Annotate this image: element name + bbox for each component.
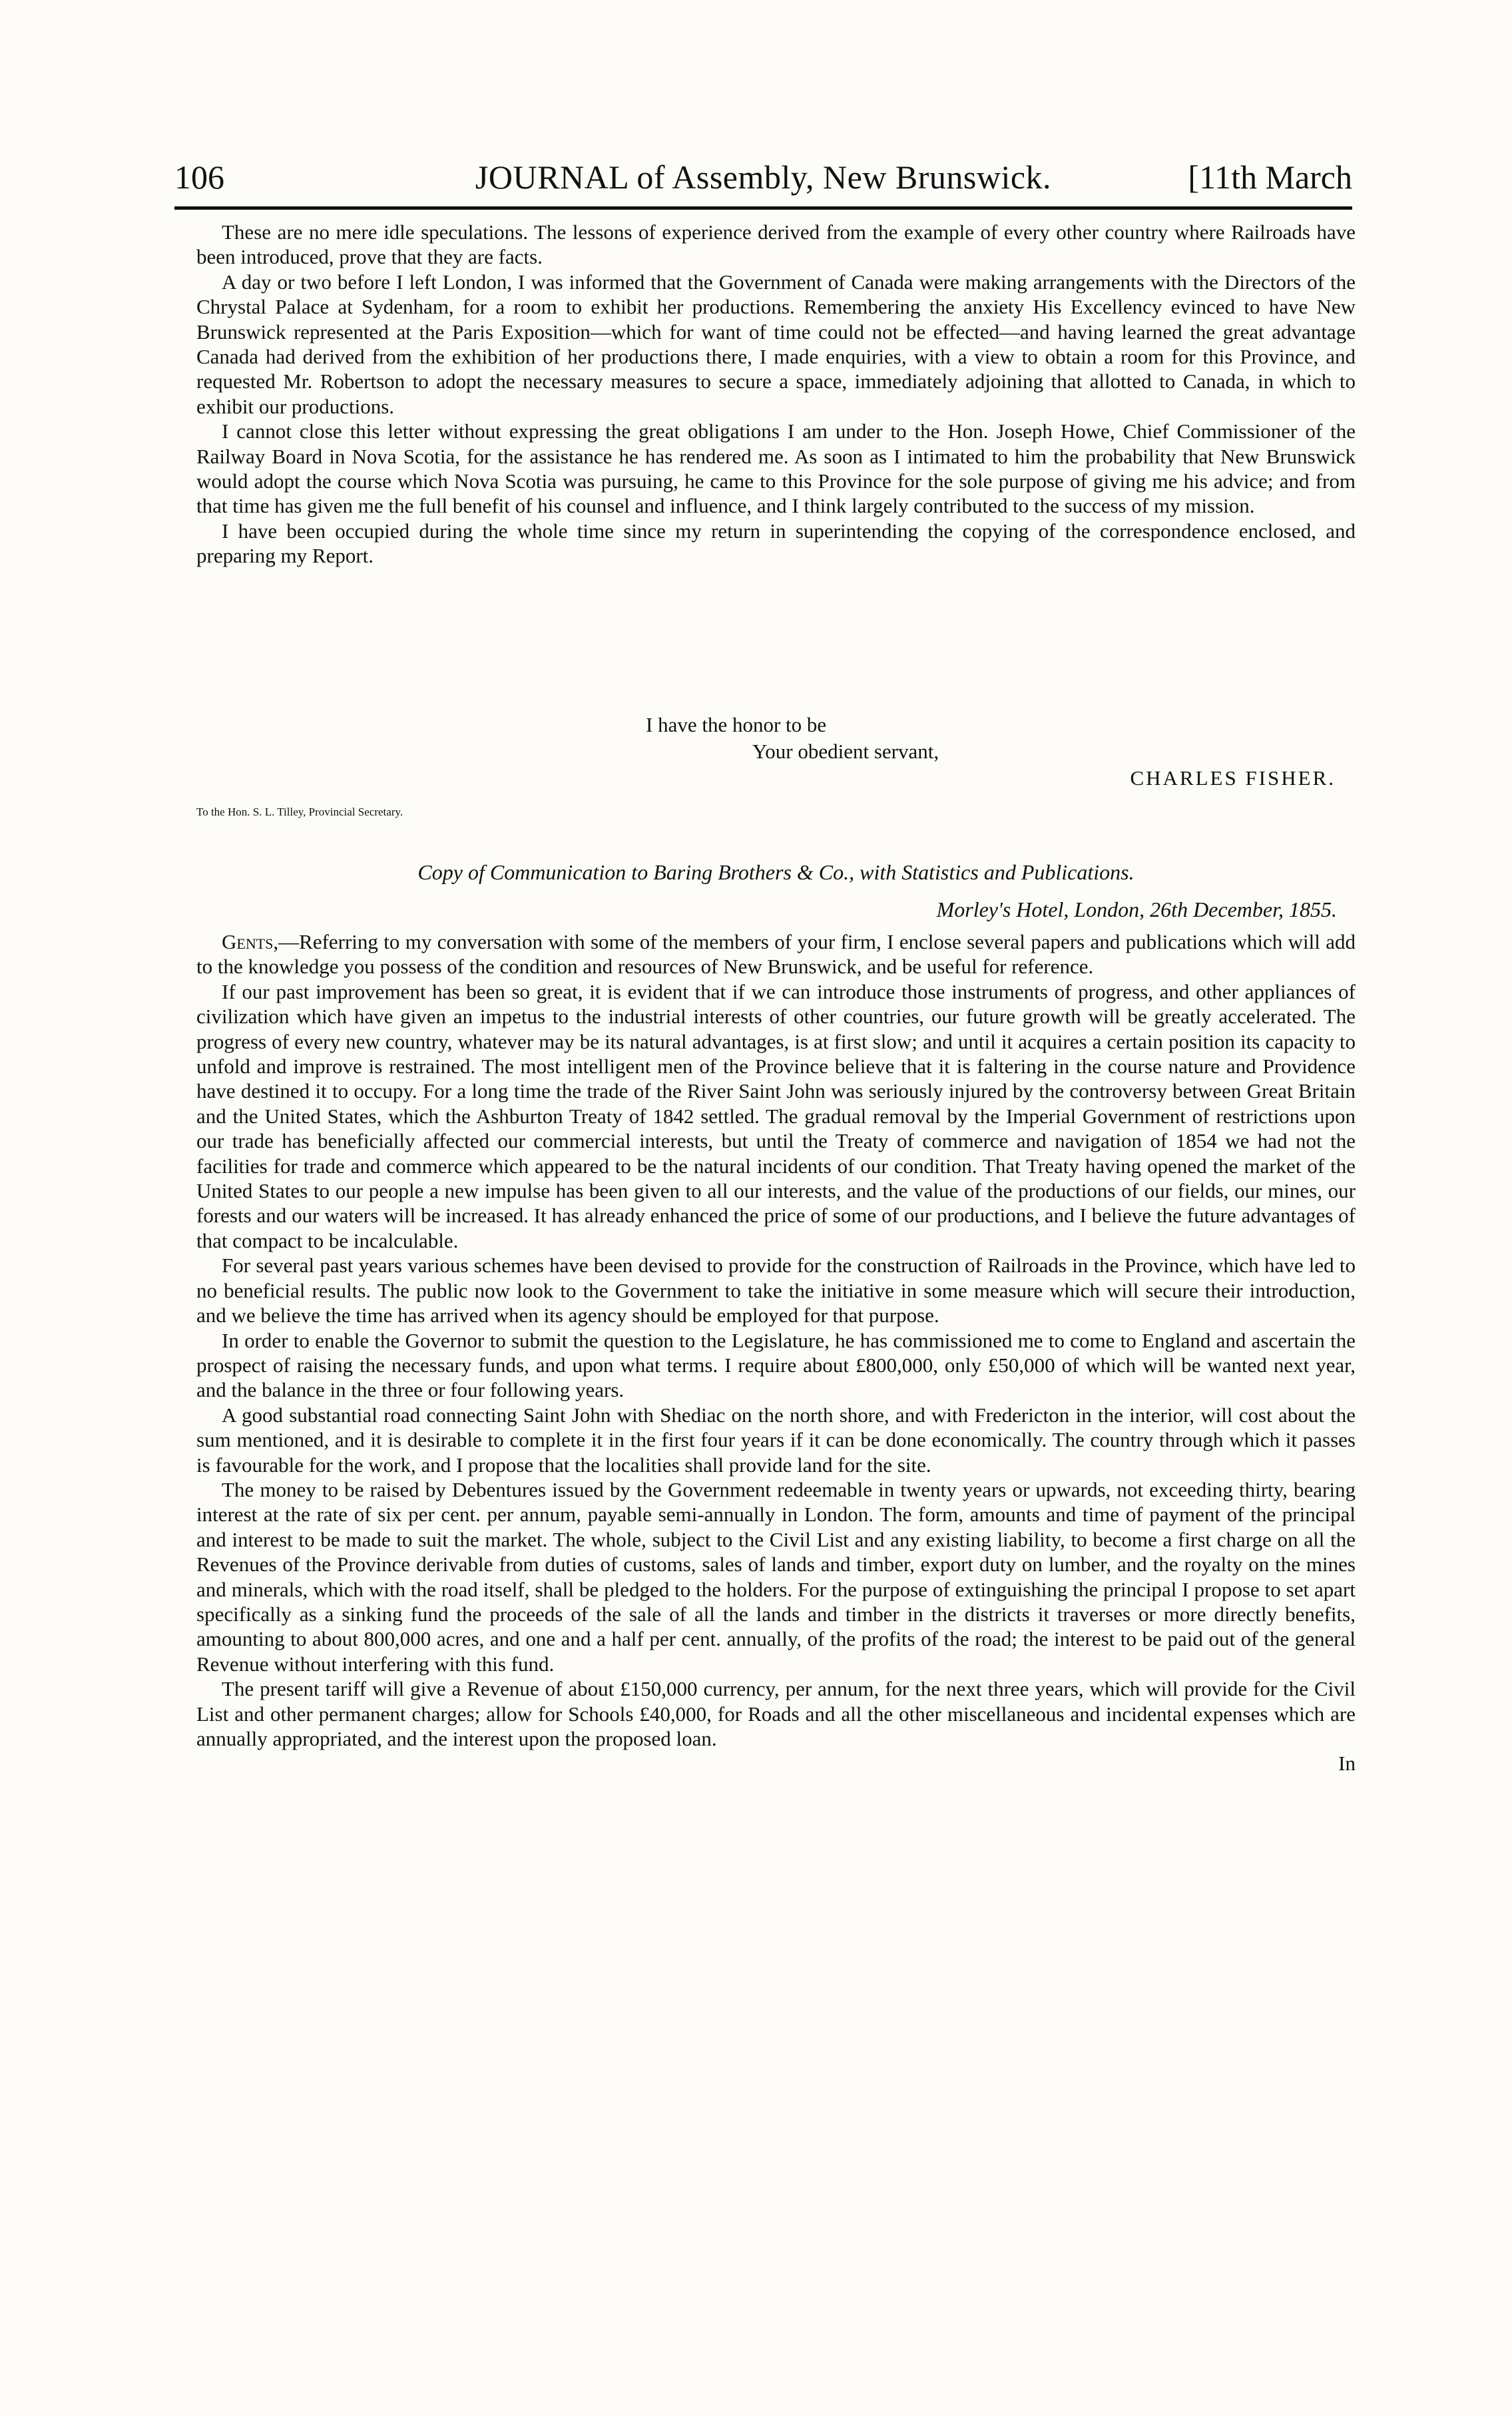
paragraph: The present tariff will give a Revenue of about £150,000 currency, per annum, for the next three years, which will provide for the Civil List and other permanent charges; allow for Schools £40,000, for Roads and all the other miscellaneous and incidental expenses which are annually appropriated, and the interest upon the proposed loan.: [196, 1677, 1356, 1750]
running-header: [174, 150, 1352, 204]
communication-body: [196, 929, 1356, 1776]
header-date: [11th March: [1188, 158, 1352, 196]
paragraph: If our past improvement has been so great, it is evident that if we can introduce those instruments of progress, and other appliances of civilization which have given an impetus to the industrial interests of other countries, our future growth will be greatly accelerated. The progress of every new country, whatever may be its natural advantages, is at first slow; and until it acquires a certain position its capacity to unfold and improve is restrained. The most intelligent men of the Province believe that it is faltering in the course nature and Providence have destined it to occupy. For a long time the trade of the River Saint John was seriously injured by the controversy between Great Britain and the United States, which the Ashburton Treaty of 1842 settled. The gradual removal by the Imperial Government of restrictions upon our trade has beneficially affected our commercial interests, but until the Treaty of commerce and navigation of 1854 we had not the facilities for trade and commerce which appeared to be the natural incidents of our condition. That Treaty having opened the market of the United States to our people a new impulse has been given to all our interests, and the value of the productions of our fields, our mines, our forests and our waters will be increased. It has already enhanced the price of some of our productions, and I believe the future advantages of that compact to be incalculable.: [196, 979, 1356, 1252]
salutation: Gents,: [222, 930, 279, 953]
paragraph: [196, 929, 1356, 979]
paragraph: I have been occupied during the whole time since my return in superintending the copying of the correspondence enclosed, and preparing my Report.: [196, 519, 1356, 568]
header-rule: [174, 206, 1352, 210]
addressee: To the Hon. S. L. Tilley, Provincial Secretary.: [196, 806, 403, 818]
paragraph: These are no mere idle speculations. The lessons of experience derived from the example of every other country where Railroads have been introduced, prove that they are facts.: [196, 220, 1356, 269]
journal-title: JOURNAL of Assembly, New Brunswick.: [475, 158, 1052, 196]
paragraph: A day or two before I left London, I was informed that the Government of Canada were making arrangements with the Directors of the Chrystal Palace at Sydenham, for a room to exhibit her productions. Remembering the anxiety His Excellency evinced to have New Brunswick represented at the Paris Exposition—which for want of time could not be effected—and having learned the great advantage Canada had derived from the exhibition of her productions there, I made enquiries, with a view to obtain a room for this Province, and requested Mr. Robertson to adopt the necessary measures to secure a space, immediately adjoining that allotted to Canada, in which to exhibit our productions.: [196, 270, 1356, 418]
closing-line: I have the honor to be: [646, 713, 827, 736]
paragraph: The money to be raised by Debentures issued by the Government redeemable in twenty years or upwards, not exceeding thirty, bearing interest at the rate of six per cent. per annum, payable semi-annually in London. The form, amounts and time of payment of the principal and interest to be made to suit the market. The whole, subject to the Civil List and any existing liability, to become a first charge on all the Revenues of the Province derivable from duties of customs, sales of lands and timber, export duty on lumber, and the royalty on the mines and minerals, which with the road itself, shall be pledged to the holders. For the purpose of extinguishing the principal I propose to set apart specifically as a sinking fund the proceeds of the sale of all the lands and timber in the districts it traverses or more directly benefits, amounting to about 800,000 acres, and one and a half per cent. annually, of the profits of the road; the interest to be paid out of the general Revenue without interfering with this fund.: [196, 1477, 1356, 1676]
communication-title: Copy of Communication to Baring Brothers & Co., with Statistics and Publications.: [417, 860, 1134, 884]
paragraph: A good substantial road connecting Saint John with Shediac on the north shore, and with Fredericton in the interior, will cost about the sum mentioned, and it is desirable to complete it in the first four years if it can be done economically. The country through which it passes is favourable for the work, and I propose that the localities shall provide land for the site.: [196, 1403, 1356, 1477]
page-number: 106: [174, 158, 224, 196]
letter-body: [196, 220, 1356, 569]
catchword: In: [1338, 1752, 1356, 1776]
signature: CHARLES FISHER.: [1130, 766, 1336, 790]
paragraph: I cannot close this letter without expressing the great obligations I am under to the Hon. Joseph Howe, Chief Commissioner of the Railway Board in Nova Scotia, for the assistance he has rendered me. As soon as I intimated to him the probability that New Brunswick would adopt the course which Nova Scotia was pursuing, he came to this Province for the sole purpose of giving me his advice; and from that time has given me the full benefit of his counsel and influence, and I think largely contributed to the success of my mission.: [196, 419, 1356, 518]
paragraph: For several past years various schemes have been devised to provide for the construction of Railroads in the Province, which have led to no beneficial results. The public now look to the Government to take the initiative in some measure which will secure their introduction, and we believe the time has arrived when its agency should be employed for that purpose.: [196, 1254, 1356, 1328]
closing-line: Your obedient servant,: [752, 740, 939, 763]
paragraph: In order to enable the Governor to submit the question to the Legislature, he has commissioned me to come to England and ascertain the prospect of raising the necessary funds, and upon what terms. I require about £800,000, only £50,000 of which will be wanted next year, and the balance in the three or four following years.: [196, 1328, 1356, 1402]
paragraph-text: —Referring to my conversation with some of the members of your firm, I enclose several papers and publications which will add to the knowledge you possess of the condition and resources of New Brunswick, and be useful for reference.: [196, 930, 1356, 979]
dateline: Morley's Hotel, London, 26th December, 1855.: [936, 897, 1337, 921]
